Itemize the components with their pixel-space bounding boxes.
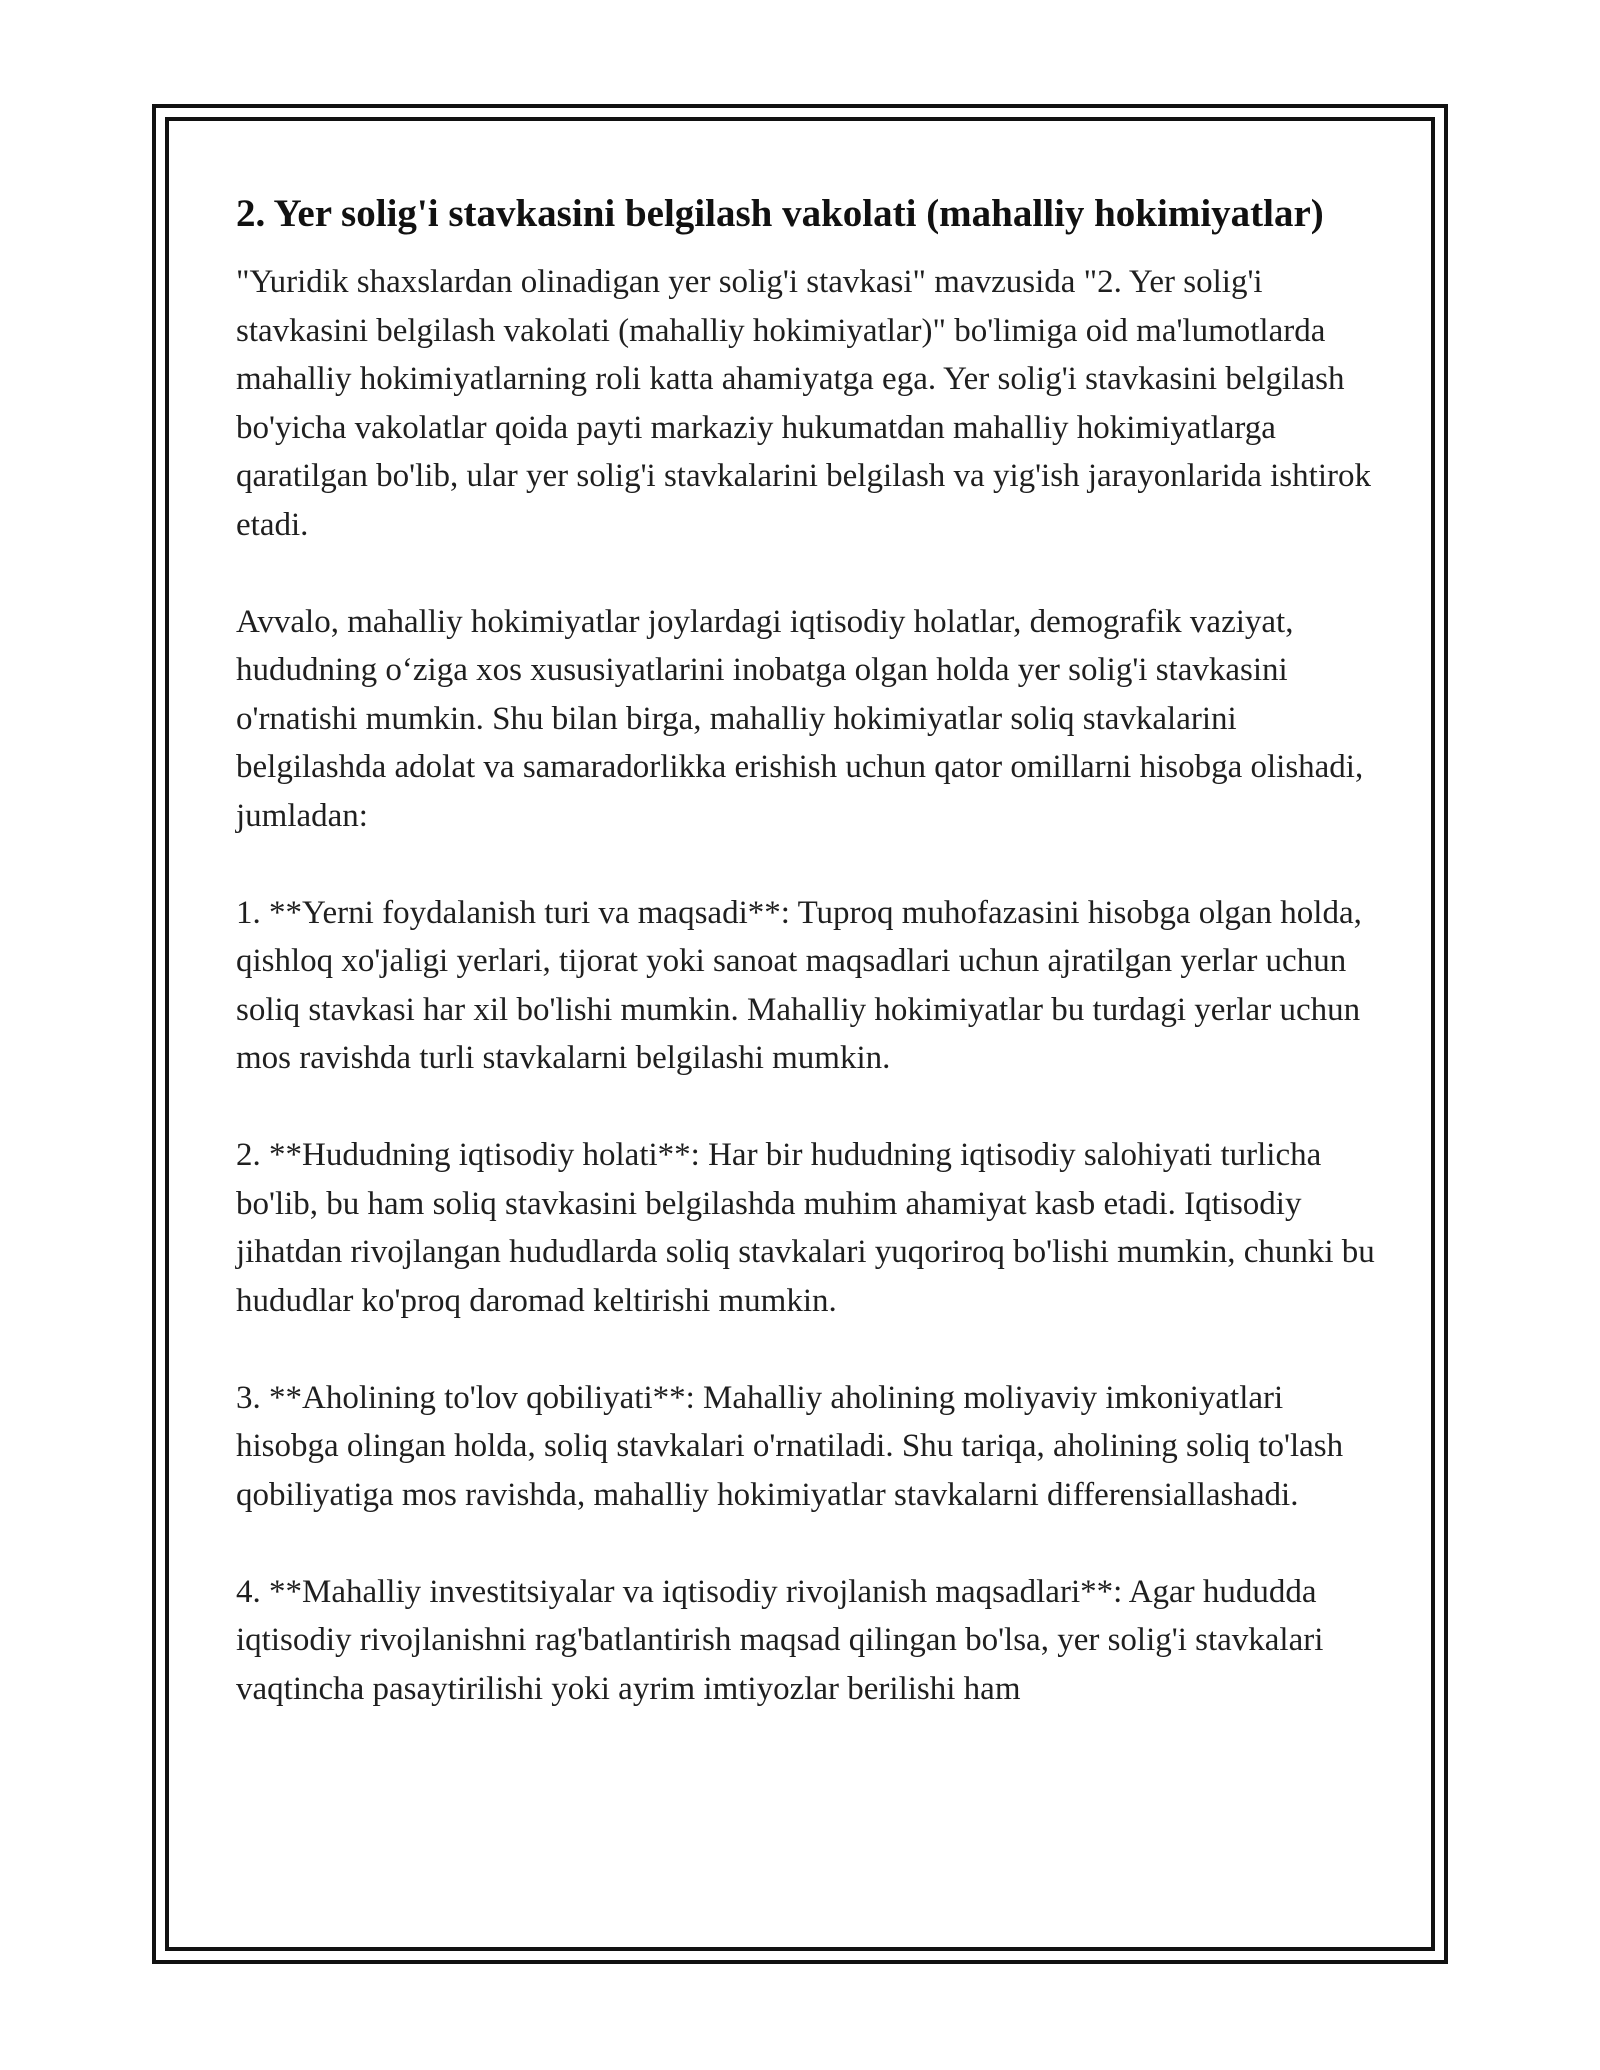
list-item-economic-state: 2. **Hududning iqtisodiy holati**: Har bir hududning iqtisodiy salohiyati turlicha bo'lib, bu ham soliq stavkasini belgilashda muhim ahamiyat kasb etadi. Iqtisodiy jihatdan rivojlangan hududlarda soliq stavkalari yuqoriroq bo'lishi mumkin, chunki bu hududlar ko'proq daromad keltirishi mumkin. bbox=[236, 1137, 1375, 1319]
list-item-payment-ability: 3. **Aholining to'lov qobiliyati**: Mahalliy aholining moliyaviy imkoniyatlari hisobga olingan holda, soliq stavkalari o'rnatiladi. Shu tariqa, aholining soliq to'lash qobiliyatiga mos ravishda, mahalliy hokimiyatlar stavkalarni differensiallashadi. bbox=[236, 1379, 1344, 1513]
paragraph-intro: "Yuridik shaxslardan olinadigan yer solig'i stavkasi" mavzusida "2. Yer solig'i stavkasini belgilash vakolati (mahalliy hokimiyatlar)" bo'limiga oid ma'lumotlarda mahalliy hokimiyatlarning roli katta ahamiyatga ega. Yer solig'i stavkasini belgilash bo'yicha vakolatlar qoida payti markaziy hukumatdan mahalliy hokimiyatlarga qaratilgan bo'lib, ular yer solig'i stavkalarini belgilash va yig'ish jarayonlarida ishtirok etadi. bbox=[236, 264, 1371, 543]
paragraph-factors: Avvalo, mahalliy hokimiyatlar joylardagi iqtisodiy holatlar, demografik vaziyat, hududning o‘ziga xos xususiyatlarini inobatga olgan holda yer solig'i stavkasini o'rnatishi mumkin. Shu bilan birga, mahalliy hokimiyatlar soliq stavkalarini belgilashda adolat va samaradorlikka erishish uchun qator omillarni hisobga olishadi, jumladan: bbox=[236, 603, 1364, 834]
document-body bbox=[236, 186, 1376, 1713]
section-title: 2. Yer solig'i stavkasini belgilash vakolati (mahalliy hokimiyatlar) bbox=[236, 192, 1324, 235]
list-item-investments: 4. **Mahalliy investitsiyalar va iqtisodiy rivojlanish maqsadlari**: Agar hududda iqtisodiy rivojlanishni rag'batlantirish maqsad qilingan bo'lsa, yer solig'i stavkalari vaqtincha pasaytirilishi yoki ayrim imtiyozlar berilishi ham bbox=[236, 1573, 1324, 1707]
list-item-land-use: 1. **Yerni foydalanish turi va maqsadi**: Tuproq muhofazasini hisobga olgan holda, qishloq xo'jaligi yerlari, tijorat yoki sanoat maqsadlari uchun ajratilgan yerlar uchun soliq stavkasi har xil bo'lishi mumkin. Mahalliy hokimiyatlar bu turdagi yerlar uchun mos ravishda turli stavkalarni belgilashi mumkin. bbox=[236, 894, 1362, 1076]
